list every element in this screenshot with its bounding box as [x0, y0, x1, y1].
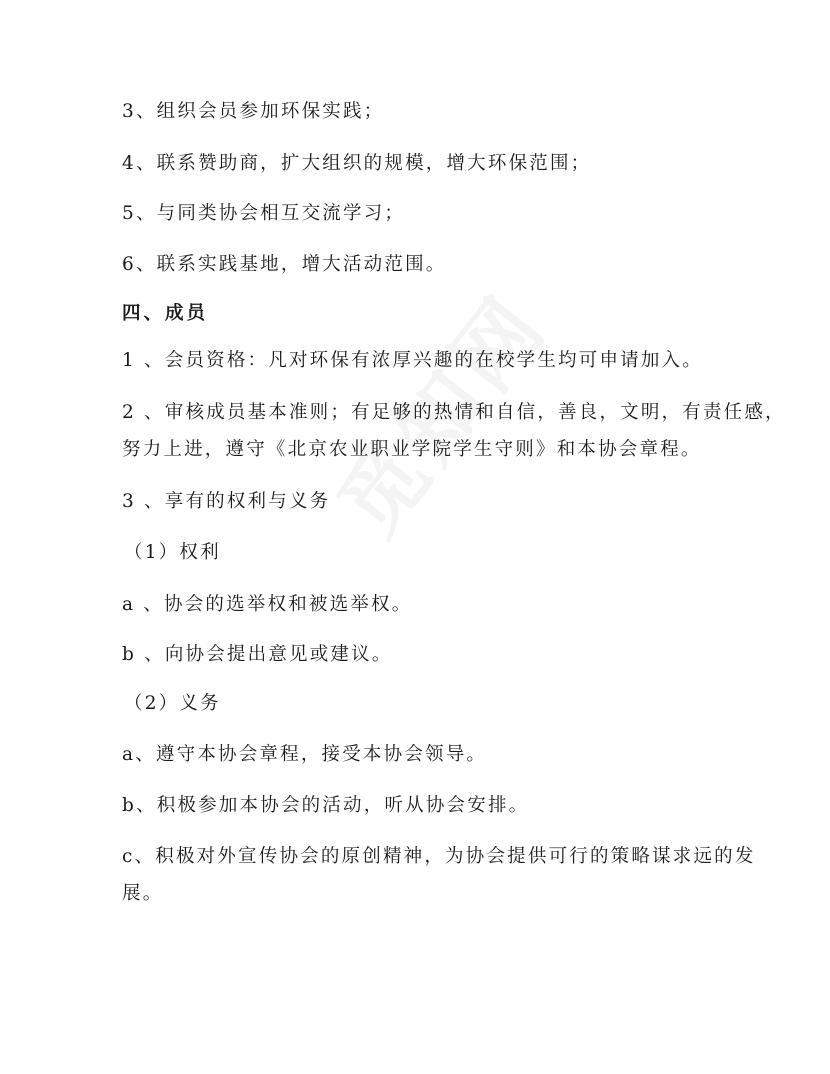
duties-item-c-line1: c、积极对外宣传协会的原创精神，为协会提供可行的策略谋求远的发: [122, 846, 756, 867]
member-qualification: 1 、会员资格：凡对环保有浓厚兴趣的在校学生均可申请加入。: [122, 350, 703, 371]
section-title-members: 四、成员: [122, 303, 209, 324]
duties-title: （2）义务: [124, 693, 221, 714]
duties-item-c-line2: 展。: [122, 883, 164, 904]
list-item-5: 5、与同类协会相互交流学习；: [122, 203, 406, 224]
rights-item-a: a 、协会的选举权和被选举权。: [122, 594, 413, 615]
member-criteria-line2: 努力上进，遵守《北京农业职业学院学生守则》和本协会章程。: [122, 439, 702, 460]
list-item-6: 6、联系实践基地，增大活动范围。: [122, 254, 447, 275]
list-item-3: 3、组织会员参加环保实践；: [122, 101, 385, 122]
duties-item-b: b、积极参加本协会的活动，听从协会安排。: [122, 795, 530, 816]
duties-item-a: a、遵守本协会章程，接受本协会领导。: [122, 744, 488, 765]
rights-item-b: b 、向协会提出意见或建议。: [122, 644, 393, 665]
rights-duties-title: 3 、享有的权利与义务: [122, 491, 331, 512]
rights-title: （1）权利: [124, 542, 221, 563]
list-item-4: 4、联系赞助商，扩大组织的规模，增大环保范围；: [122, 153, 592, 174]
member-criteria-line1: 2 、审核成员基本准则；有足够的热情和自信，善良，文明，有责任感，: [122, 402, 786, 423]
